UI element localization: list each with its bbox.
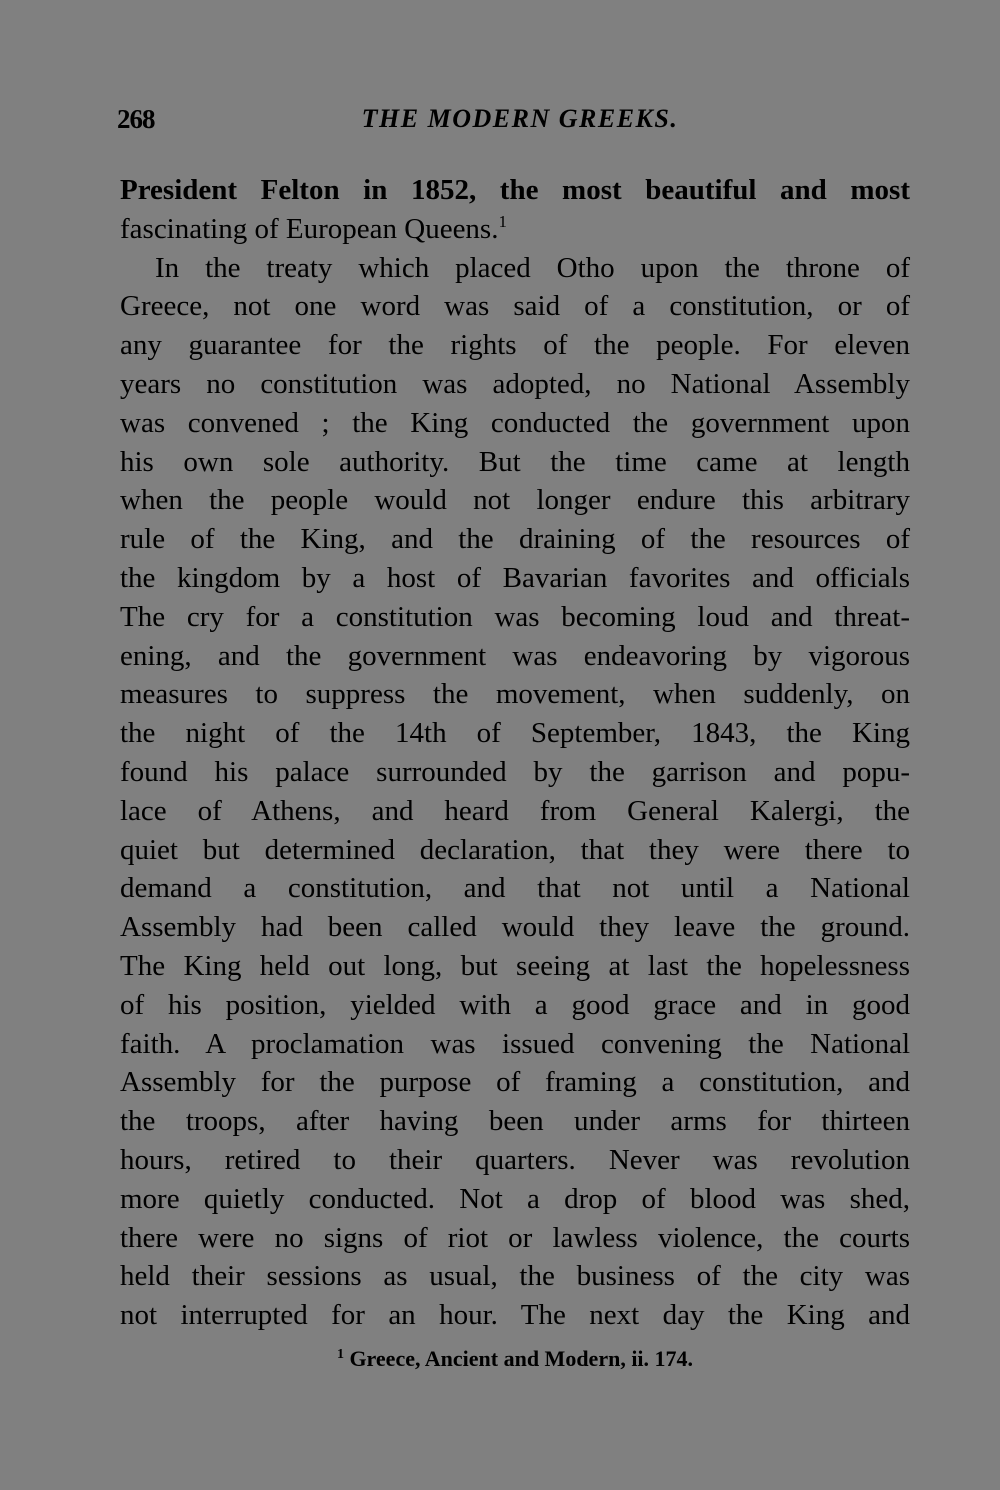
text-line: of his position, yielded with a good grace and in good: [120, 988, 910, 1021]
text-line: The King held out long, but seeing at last the hopelessness: [120, 949, 910, 982]
text-line: was convened ; the King conducted the government upon: [120, 406, 910, 439]
text-line: hours, retired to their quarters. Never was revolution: [120, 1143, 910, 1176]
text-line: the kingdom by a host of Bavarian favorites and officials: [120, 561, 910, 594]
page-number: 268: [117, 104, 155, 134]
text-line: faith. A proclamation was issued convening the National: [120, 1027, 910, 1060]
text-line: In the treaty which placed Otho upon the throne of: [155, 251, 910, 284]
text-line: found his palace surrounded by the garrison and popu-: [120, 755, 910, 788]
text-line: The cry for a constitution was becoming loud and threat-: [120, 600, 910, 633]
running-title: THE MODERN GREEKS.: [361, 104, 679, 133]
footnote-number: 1: [336, 1347, 344, 1362]
text-line: the night of the 14th of September, 1843, the King: [120, 717, 910, 750]
text-line: when the people would not longer endure this arbitrary: [120, 484, 910, 517]
text-line: there were no signs of riot or lawless violence, the courts: [120, 1221, 910, 1254]
body-text: [120, 171, 910, 1335]
text-line: years no constitution was adopted, no National Assembly: [120, 367, 910, 400]
footnote-marker: 1: [498, 211, 507, 231]
text-line: not interrupted for an hour. The next day the King and: [120, 1299, 910, 1332]
text-line: ening, and the government was endeavoring by vigorous: [120, 639, 910, 672]
text-line: Assembly for the purpose of framing a constitution, and: [120, 1066, 910, 1099]
text-line: rule of the King, and the draining of the resources of: [120, 523, 910, 556]
text-line: Assembly had been called would they leave the ground.: [120, 911, 910, 944]
footnote-text: Greece, Ancient and Modern, ii. 174.: [349, 1346, 694, 1371]
text-line: more quietly conducted. Not a drop of blood was shed,: [120, 1182, 910, 1215]
text-line: held their sessions as usual, the business of the city was: [120, 1260, 910, 1293]
text-line: quiet but determined declaration, that they were there to: [120, 833, 910, 866]
text-line: his own sole authority. But the time came at length: [120, 445, 910, 478]
text-line: the troops, after having been under arms for thirteen: [120, 1105, 910, 1138]
text-line: lace of Athens, and heard from General Kalergi, the: [120, 794, 910, 827]
text-line: demand a constitution, and that not until a National: [120, 872, 910, 905]
text-line: President Felton in 1852, the most beautiful and most: [120, 174, 910, 206]
text-line: fascinating of European Queens.$^1$: [120, 211, 507, 245]
text-line: Greece, not one word was said of a constitution, or of: [120, 290, 910, 323]
text-line: measures to suppress the movement, when suddenly, on: [120, 678, 910, 711]
text-line: any guarantee for the rights of the people. For eleven: [120, 329, 910, 362]
footnote: [0, 1343, 1000, 1375]
